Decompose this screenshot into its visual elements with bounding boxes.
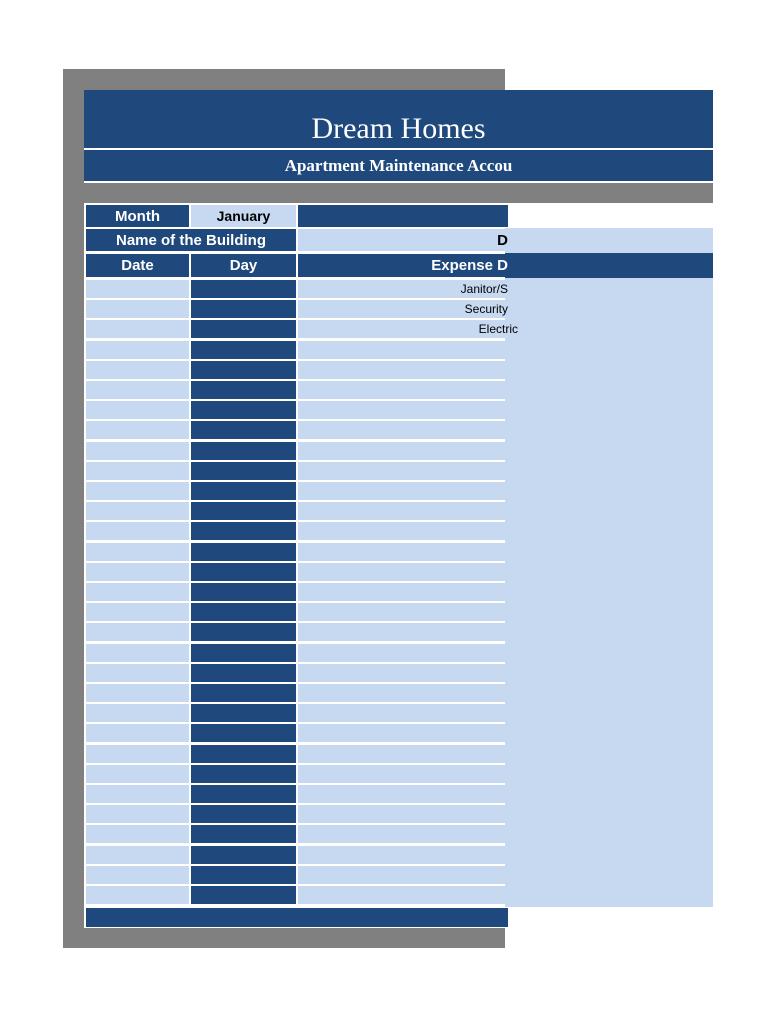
date-cell[interactable] bbox=[86, 886, 189, 904]
day-cell[interactable] bbox=[191, 684, 296, 702]
date-cell[interactable] bbox=[86, 866, 189, 884]
date-cell[interactable] bbox=[86, 341, 189, 359]
day-cell[interactable] bbox=[191, 361, 296, 379]
day-cell[interactable] bbox=[191, 785, 296, 803]
expense-cell[interactable] bbox=[298, 704, 508, 722]
expense-cell[interactable] bbox=[298, 664, 508, 682]
day-cell[interactable] bbox=[191, 462, 296, 480]
date-cell[interactable] bbox=[86, 401, 189, 419]
day-cell[interactable] bbox=[191, 482, 296, 500]
date-cell[interactable] bbox=[86, 684, 189, 702]
date-cell[interactable] bbox=[86, 381, 189, 399]
date-cell[interactable] bbox=[86, 482, 189, 500]
date-cell[interactable] bbox=[86, 603, 189, 621]
date-cell[interactable] bbox=[86, 320, 189, 338]
date-cell[interactable] bbox=[86, 462, 189, 480]
date-cell[interactable] bbox=[86, 280, 189, 298]
expense-cell[interactable] bbox=[298, 684, 508, 702]
date-cell[interactable] bbox=[86, 502, 189, 520]
date-cell[interactable] bbox=[86, 644, 189, 662]
expense-cell[interactable] bbox=[298, 442, 508, 460]
day-cell[interactable] bbox=[191, 381, 296, 399]
date-cell[interactable] bbox=[86, 745, 189, 763]
expense-cell[interactable] bbox=[298, 603, 508, 621]
day-cell[interactable] bbox=[191, 846, 296, 864]
day-cell[interactable] bbox=[191, 825, 296, 843]
month-label: Month bbox=[86, 205, 189, 227]
date-cell[interactable] bbox=[86, 623, 189, 641]
building-value[interactable] bbox=[298, 229, 508, 251]
day-cell[interactable] bbox=[191, 401, 296, 419]
day-cell[interactable] bbox=[191, 442, 296, 460]
expense-cell[interactable] bbox=[298, 785, 508, 803]
expense-cell[interactable] bbox=[298, 724, 508, 742]
day-cell[interactable] bbox=[191, 543, 296, 561]
day-cell[interactable] bbox=[191, 623, 296, 641]
day-cell[interactable] bbox=[191, 644, 296, 662]
day-cell[interactable] bbox=[191, 341, 296, 359]
month-value[interactable]: January bbox=[191, 205, 296, 227]
expense-cell[interactable] bbox=[298, 886, 508, 904]
day-cell[interactable] bbox=[191, 502, 296, 520]
expense-description: Janitor/S bbox=[460, 282, 508, 296]
expense-description: Security bbox=[464, 302, 508, 316]
day-cell[interactable] bbox=[191, 320, 296, 338]
building-value-text: D bbox=[497, 231, 508, 249]
day-cell[interactable] bbox=[191, 745, 296, 763]
day-cell[interactable] bbox=[191, 421, 296, 439]
expense-cell[interactable] bbox=[298, 361, 508, 379]
expense-cell[interactable] bbox=[298, 543, 508, 561]
expense-cell[interactable] bbox=[298, 745, 508, 763]
date-cell[interactable] bbox=[86, 361, 189, 379]
day-cell[interactable] bbox=[191, 765, 296, 783]
expense-cell[interactable] bbox=[298, 623, 508, 641]
expense-cell[interactable] bbox=[298, 522, 508, 540]
date-cell[interactable] bbox=[86, 785, 189, 803]
date-header: Date bbox=[86, 254, 189, 277]
expense-cell[interactable] bbox=[298, 846, 508, 864]
day-cell[interactable] bbox=[191, 866, 296, 884]
expense-cell[interactable] bbox=[298, 866, 508, 884]
expense-cell[interactable] bbox=[298, 644, 508, 662]
page-subtitle: Apartment Maintenance Accou bbox=[284, 155, 513, 175]
expense-cell[interactable] bbox=[298, 421, 508, 439]
month-blank bbox=[298, 205, 508, 227]
date-cell[interactable] bbox=[86, 522, 189, 540]
page-title: Dream Homes bbox=[311, 112, 486, 145]
day-header: Day bbox=[191, 254, 296, 277]
date-cell[interactable] bbox=[86, 563, 189, 581]
day-cell[interactable] bbox=[191, 563, 296, 581]
worksheet-clip bbox=[84, 90, 518, 928]
expense-cell[interactable] bbox=[298, 381, 508, 399]
day-cell[interactable] bbox=[191, 664, 296, 682]
expense-cell[interactable] bbox=[298, 502, 508, 520]
expense-cell[interactable] bbox=[298, 482, 508, 500]
date-cell[interactable] bbox=[86, 543, 189, 561]
date-cell[interactable] bbox=[86, 805, 189, 823]
day-cell[interactable] bbox=[191, 300, 296, 318]
day-cell[interactable] bbox=[191, 724, 296, 742]
expense-header: Expense D bbox=[298, 254, 508, 277]
expense-cell[interactable] bbox=[298, 462, 508, 480]
footer-band bbox=[86, 908, 508, 927]
date-cell[interactable] bbox=[86, 704, 189, 722]
expense-cell[interactable] bbox=[298, 765, 508, 783]
date-cell[interactable] bbox=[86, 825, 189, 843]
expense-description: Electric bbox=[478, 322, 518, 336]
day-cell[interactable] bbox=[191, 603, 296, 621]
day-cell[interactable] bbox=[191, 886, 296, 904]
date-cell[interactable] bbox=[86, 724, 189, 742]
date-cell[interactable] bbox=[86, 765, 189, 783]
expense-cell[interactable] bbox=[298, 341, 508, 359]
expense-cell[interactable] bbox=[298, 563, 508, 581]
date-cell[interactable] bbox=[86, 300, 189, 318]
expense-cell[interactable] bbox=[298, 401, 508, 419]
date-cell[interactable] bbox=[86, 583, 189, 601]
date-cell[interactable] bbox=[86, 664, 189, 682]
date-cell[interactable] bbox=[86, 846, 189, 864]
building-label: Name of the Building bbox=[86, 229, 296, 251]
expense-cell[interactable] bbox=[298, 805, 508, 823]
day-cell[interactable] bbox=[191, 805, 296, 823]
expense-cell[interactable] bbox=[298, 825, 508, 843]
day-cell[interactable] bbox=[191, 522, 296, 540]
date-cell[interactable] bbox=[86, 421, 189, 439]
date-cell[interactable] bbox=[86, 442, 189, 460]
day-cell[interactable] bbox=[191, 704, 296, 722]
day-cell[interactable] bbox=[191, 583, 296, 601]
day-cell[interactable] bbox=[191, 280, 296, 298]
expense-cell[interactable] bbox=[298, 583, 508, 601]
